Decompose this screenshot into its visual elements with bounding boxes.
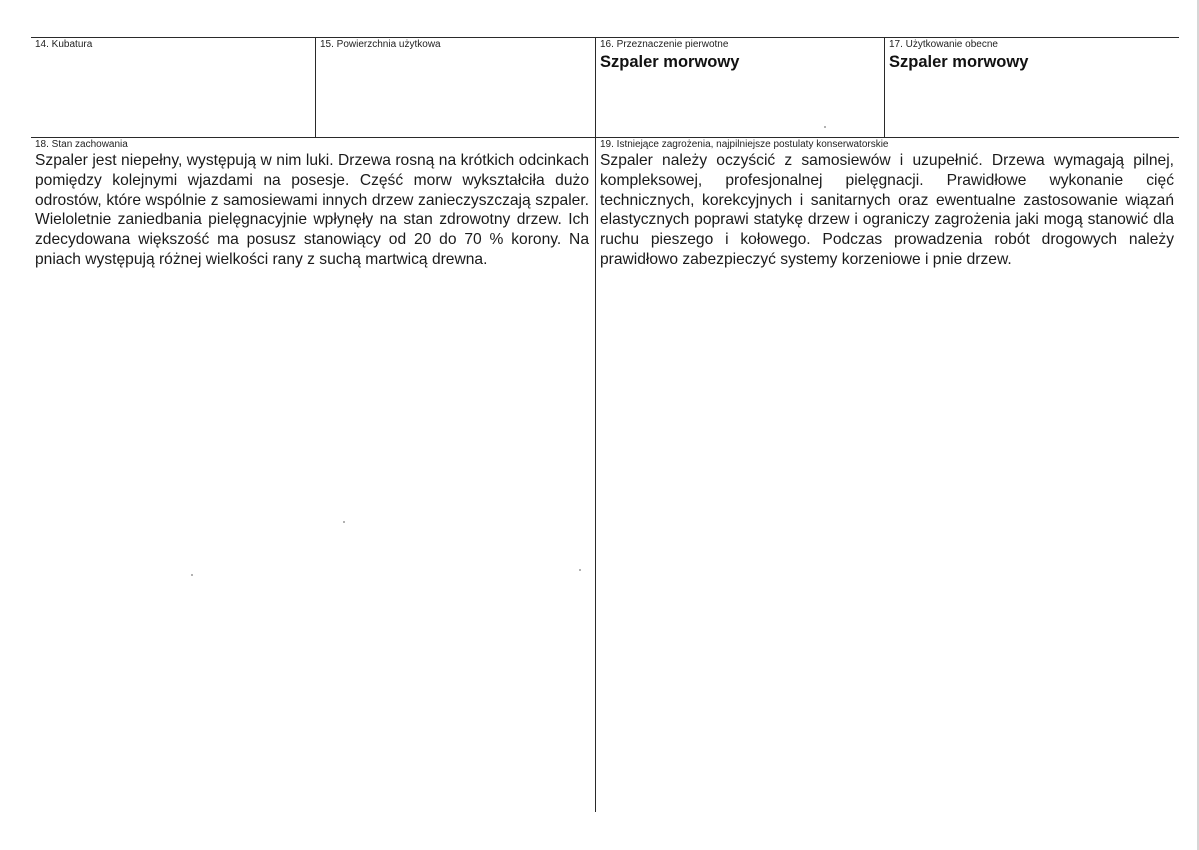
divider-16-17 — [884, 37, 885, 137]
field-uzytkowanie-value: Szpaler morwowy — [889, 53, 1029, 71]
field-powierzchnia — [320, 39, 590, 135]
field-stan-text: Szpaler jest niepełny, występują w nim luki. Drzewa rosną na krótkich odcinkach pomiędzy kolejnymi wjazdami na posesje. Część morw wykształciła dużo odrostów, które wspólnie z samosiewami innych drzew zanieczyszczają szpaler. Wieloletnie zaniedbania pielęgnacyjnie wpłynęły na stan zdrowotny drzew. Ich zdecydowana większość ma posusz stanowiący od 20 do 70 % korony. Na pniach występują różnej wielkości rany z suchą martwicą drewna. — [35, 152, 589, 268]
field-stan — [35, 139, 589, 809]
field-zagrozenia — [600, 139, 1174, 809]
scan-speck — [824, 126, 826, 128]
field-przeznaczenie — [600, 39, 880, 135]
field-uzytkowanie-label: 17. Użytkowanie obecne — [889, 39, 998, 50]
divider-center — [595, 37, 596, 812]
row-divider — [31, 137, 1179, 138]
field-powierzchnia-label: 15. Powierzchnia użytkowa — [320, 39, 441, 50]
divider-14-15 — [315, 37, 316, 137]
field-zagrozenia-text: Szpaler należy oczyścić z samosiewów i uzupełnić. Drzewa wymagają pilnej, kompleksowej, profesjonalnej pielęgnacji. Prawidłowe wykonanie cięć technicznych, korekcyjnych i sanitarnych oraz ewentualne zastosowanie wiązań elastycznych poprawi statykę drzew i ograniczy zagrożenia jaki mogą stanowić dla ruchu pieszego i kołowego. Podczas prowadzenia robót drogowych należy prawidłowo zabezpieczyć systemy korzeniowe i pnie drzew. — [600, 152, 1174, 268]
field-kubatura — [35, 39, 311, 135]
field-uzytkowanie — [889, 39, 1175, 135]
field-przeznaczenie-value: Szpaler morwowy — [600, 53, 740, 71]
field-zagrozenia-label: 19. Istniejące zagrożenia, najpilniejsze postulaty konserwatorskie — [600, 139, 889, 150]
top-border — [31, 37, 1179, 38]
scan-speck — [191, 574, 193, 576]
scan-speck — [579, 569, 581, 571]
field-kubatura-label: 14. Kubatura — [35, 39, 93, 50]
inventory-form — [31, 37, 1179, 812]
scan-speck — [343, 521, 345, 523]
field-stan-label: 18. Stan zachowania — [35, 139, 128, 150]
field-przeznaczenie-label: 16. Przeznaczenie pierwotne — [600, 39, 729, 50]
